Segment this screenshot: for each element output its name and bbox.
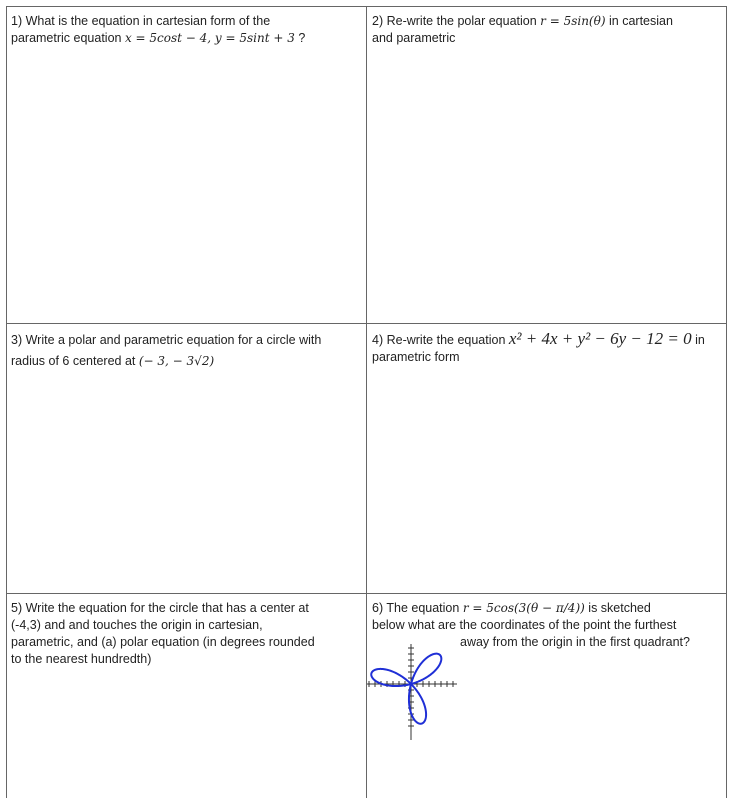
question-1 — [11, 13, 363, 47]
q4-circle-equation: x² + 4x + y² − 6y − 12 = 0 — [508, 329, 692, 348]
q6-line-1 — [372, 600, 724, 617]
q5-line-2: (-4,3) and and touches the origin in cartesian, — [11, 618, 263, 632]
q4-end: in — [691, 333, 705, 347]
q6-text: 6) The equation — [372, 601, 463, 615]
question-4 — [372, 330, 724, 366]
worksheet-grid — [6, 6, 727, 798]
q1-line-2 — [11, 30, 363, 47]
question-3 — [11, 330, 363, 372]
question-5 — [11, 600, 363, 668]
q6-line-2: below what are the coordinates of the point the furthest — [372, 618, 677, 632]
graph-axes — [367, 644, 457, 740]
row-divider-2 — [6, 593, 727, 594]
q5-line-4: to the nearest hundredth) — [11, 652, 152, 666]
q1-parametric-equation: x = 5cost − 4, y = 5sint + 3 — [124, 31, 295, 45]
q4-line-1 — [372, 330, 724, 349]
q4-text: 4) Re-write the equation — [372, 333, 509, 347]
q5-line-3: parametric, and (a) polar equation (in degrees rounded — [11, 635, 315, 649]
q1-end: ? — [294, 31, 306, 45]
q2-polar-equation: r = 5sin(θ) — [540, 14, 606, 28]
q6-rose-equation: r = 5cos(3(θ − π/4)) — [462, 601, 585, 615]
rose-curve — [371, 654, 441, 724]
q3-line-1: 3) Write a polar and parametric equation for a circle with — [11, 333, 322, 347]
q6-line-3: away from the origin in the first quadrant? — [460, 635, 690, 649]
q2-end: in cartesian — [605, 14, 673, 28]
left-border — [6, 6, 7, 798]
q1-line-1: 1) What is the equation in cartesian form of the — [11, 14, 271, 28]
q6-end: is sketched — [584, 601, 651, 615]
q3-line-2 — [11, 351, 363, 372]
q4-line-2: parametric form — [372, 350, 460, 364]
q5-line-1: 5) Write the equation for the circle that has a center at — [11, 601, 309, 615]
q2-line-1 — [372, 13, 724, 30]
question-2 — [372, 13, 724, 47]
top-border — [6, 6, 727, 7]
q2-text: 2) Re-write the polar equation — [372, 14, 541, 28]
q1-text: parametric equation — [11, 31, 125, 45]
q2-line-2: and parametric — [372, 31, 456, 45]
q3-text: radius of 6 centered at — [11, 354, 139, 368]
right-border — [726, 6, 727, 798]
rose-curve-graph — [365, 642, 471, 744]
row-divider-1 — [6, 323, 727, 324]
q3-center-point: (− 3, − 3√2) — [138, 354, 215, 368]
